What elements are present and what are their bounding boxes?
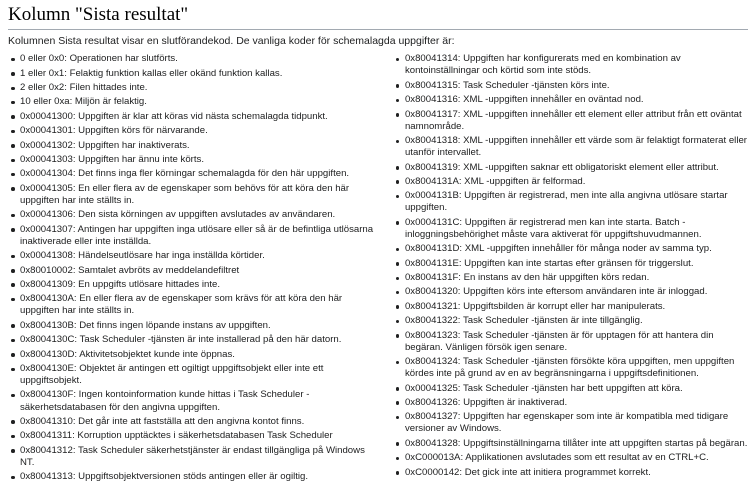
list-item: 0x80041322: Task Scheduler -tjänsten är inte tillgänglig.	[393, 315, 748, 327]
list-item: 0x8004130D: Aktivitetsobjektet kunde inte öppnas.	[8, 349, 381, 361]
list-item: 0x00041325: Task Scheduler -tjänsten har bett uppgiften att köra.	[393, 383, 748, 395]
list-item: 0x80041309: En uppgifts utlösare hittades inte.	[8, 279, 381, 291]
list-item: 0x80041319: XML -uppgiften saknar ett obligatoriskt element eller attribut.	[393, 162, 748, 174]
list-item: 1 eller 0x1: Felaktig funktion kallas eller okänd funktion kallas.	[8, 68, 381, 80]
section-heading: Kolumn "Sista resultat"	[8, 0, 748, 30]
list-item: 0x80041321: Uppgiftsbilden är korrupt eller har manipulerats.	[393, 301, 748, 313]
list-item: 0x80041315: Task Scheduler -tjänsten körs inte.	[393, 80, 748, 92]
list-item: 0x8004130E: Objektet är antingen ett ogiltigt uppgiftsobjekt eller inte ett uppgiftsobjekt.	[8, 363, 381, 387]
list-item: 0x00041303: Uppgiften har ännu inte körts.	[8, 154, 381, 166]
code-columns	[8, 51, 748, 486]
list-item: 0x8004131D: XML -uppgiften innehåller för många noder av samma typ.	[393, 243, 748, 255]
list-item: 0x80041313: Uppgiftsobjektversionen stöds antingen eller är ogiltig.	[8, 471, 381, 483]
list-item: 0xC0000142: Det gick inte att initiera programmet korrekt.	[393, 467, 748, 479]
list-item: 0x00041307: Antingen har uppgiften inga utlösare eller så är de befintliga utlösarna inaktiverade eller inte inställda.	[8, 224, 381, 248]
list-item: 0x8004130F: Ingen kontoinformation kunde hittas i Task Scheduler -säkerhetsdatabasen för den angivna uppgiften.	[8, 389, 381, 413]
list-item: 2 eller 0x2: Filen hittades inte.	[8, 82, 381, 94]
list-item: 0x00041305: En eller flera av de egenskaper som behövs för att köra den här uppgiften har inte ställts in.	[8, 183, 381, 207]
list-item: 0x00041300: Uppgiften är klar att köras vid nästa schemalagda tidpunkt.	[8, 111, 381, 123]
list-item: 0x80041320: Uppgiften körs inte eftersom användaren inte är inloggad.	[393, 286, 748, 298]
list-item: 0x80041317: XML -uppgiften innehåller ett element eller attribut från ett oväntat namnområde.	[393, 109, 748, 133]
list-item: 0x80041312: Task Scheduler säkerhetstjänster är endast tillgängliga på Windows NT.	[8, 445, 381, 469]
list-item: 0x80041311: Korruption upptäcktes i säkerhetsdatabasen Task Scheduler	[8, 430, 381, 442]
intro-paragraph: Kolumnen Sista resultat visar en slutförandekod. De vanliga koder för schemalagda uppgifter är:	[8, 35, 455, 47]
list-item: 0x80041318: XML -uppgiften innehåller ett värde som är felaktigt formaterat eller utanför intervallet.	[393, 135, 748, 159]
list-item: 0x00041304: Det finns inga fler körningar schemalagda för den här uppgiften.	[8, 168, 381, 180]
list-item: 0x80041328: Uppgiftsinställningarna tillåter inte att uppgiften startas på begäran.	[393, 438, 748, 450]
list-item: 0x80041327: Uppgiften har egenskaper som inte är kompatibla med tidigare versioner av Windows.	[393, 411, 748, 435]
list-item: 0x80041314: Uppgiften har konfigurerats med en kombination av kontoinställningar och körtid som inte stöds.	[393, 53, 748, 77]
list-item: 0x8004130C: Task Scheduler -tjänsten är inte installerad på den här datorn.	[8, 334, 381, 346]
list-item: 0x8004131A: XML -uppgiften är felformad.	[393, 176, 748, 188]
list-item: 0x80041323: Task Scheduler -tjänsten är för upptagen för att hantera din begäran. Vänligen försök igen senare.	[393, 330, 748, 354]
list-item: 0x8004131E: Uppgiften kan inte startas efter gränsen för triggerslut.	[393, 258, 748, 270]
list-item: 10 eller 0xa: Miljön är felaktig.	[8, 96, 381, 108]
list-item: 0x00041308: Händelseutlösare har inga inställda körtider.	[8, 250, 381, 262]
list-item: 0x0004131B: Uppgiften är registrerad, men inte alla angivna utlösare startar uppgiften.	[393, 190, 748, 214]
list-item: 0x80041326: Uppgiften är inaktiverad.	[393, 397, 748, 409]
left-code-list	[8, 51, 381, 486]
list-item: 0x8004130B: Det finns ingen löpande instans av uppgiften.	[8, 320, 381, 332]
list-item: 0x80041310: Det går inte att fastställa att den angivna kontot finns.	[8, 416, 381, 428]
right-code-list	[393, 51, 748, 486]
list-item: 0 eller 0x0: Operationen har slutförts.	[8, 53, 381, 65]
list-item: 0x00041302: Uppgiften har inaktiverats.	[8, 140, 381, 152]
list-item: 0x80010002: Samtalet avbröts av meddelandefiltret	[8, 265, 381, 277]
list-item: 0x8004130A: En eller flera av de egenskaper som krävs för att köra den här uppgiften har inte ställts in.	[8, 293, 381, 317]
list-item: 0x80041324: Task Scheduler -tjänsten försökte köra uppgiften, men uppgiften kördes inte på grund av en av begränsningarna i uppgiftsdefinitionen.	[393, 356, 748, 380]
list-item: 0x0004131C: Uppgiften är registrerad men kan inte starta. Batch -inloggningsbehörighet måste vara aktiverat för uppgiftshuvudmannen.	[393, 217, 748, 241]
list-item: 0x00041301: Uppgiften körs för närvarande.	[8, 125, 381, 137]
list-item: 0x80041316: XML -uppgiften innehåller en oväntad nod.	[393, 94, 748, 106]
list-item: 0x8004131F: En instans av den här uppgiften körs redan.	[393, 272, 748, 284]
list-item: 0x00041306: Den sista körningen av uppgiften avslutades av användaren.	[8, 209, 381, 221]
list-item: 0xC000013A: Applikationen avslutades som ett resultat av en CTRL+C.	[393, 452, 748, 464]
